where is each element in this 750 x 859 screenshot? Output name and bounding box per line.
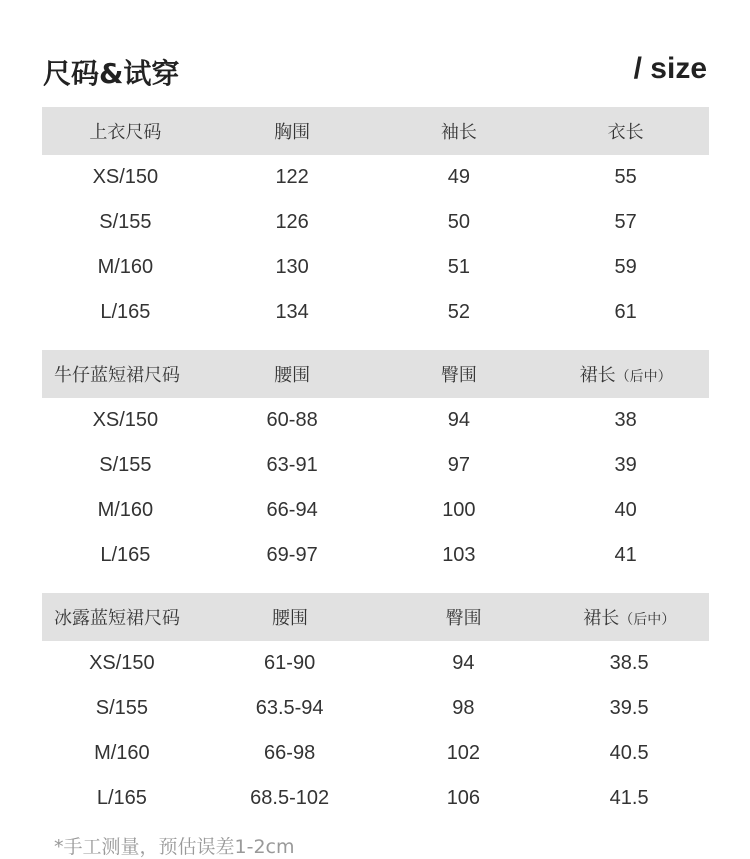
cell-size: M/160 (97, 256, 154, 278)
cell-size: M/160 (94, 742, 150, 764)
cell-length: 59 (614, 256, 637, 278)
table-row (42, 533, 709, 578)
table-row (42, 641, 709, 686)
cell-size: L/165 (100, 301, 151, 323)
cell-size: M/160 (97, 499, 154, 521)
header-hip: 臀围 (445, 608, 482, 629)
cell-waist: 66-94 (266, 499, 318, 521)
cell-length: 39.5 (609, 697, 649, 719)
cell-size: S/155 (95, 697, 148, 719)
cell-length: 38.5 (609, 652, 649, 674)
cell-hip: 94 (452, 652, 475, 674)
header-garment-length: 衣长 (607, 122, 644, 143)
table-header (42, 350, 709, 398)
cell-hip: 98 (452, 697, 475, 719)
cell-length: 40.5 (609, 742, 649, 764)
table-header (42, 107, 709, 155)
cell-sleeve: 51 (447, 256, 470, 278)
cell-sleeve: 52 (447, 301, 470, 323)
table-row (42, 443, 709, 488)
header-hip: 臀围 (440, 365, 477, 386)
top-size-table (42, 107, 709, 335)
header-waist: 腰围 (271, 608, 308, 629)
ice-blue-skirt-size-table (42, 593, 709, 821)
cell-waist: 61-90 (264, 652, 316, 674)
cell-size: L/165 (96, 787, 147, 809)
cell-chest: 122 (275, 166, 309, 188)
cell-size: XS/150 (89, 652, 155, 674)
cell-hip: 100 (442, 499, 476, 521)
cell-size: XS/150 (92, 166, 159, 188)
cell-waist: 68.5-102 (250, 787, 330, 809)
table-row (42, 488, 709, 533)
table-row (42, 155, 709, 200)
table-row (42, 398, 709, 443)
cell-size: L/165 (100, 544, 151, 566)
header-skirt-length (542, 361, 709, 387)
cell-hip: 106 (446, 787, 481, 809)
table-row (42, 731, 709, 776)
header-waist: 腰围 (274, 365, 311, 386)
cell-sleeve: 50 (447, 211, 470, 233)
table-row (42, 686, 709, 731)
cell-waist: 60-88 (266, 409, 318, 431)
header-sleeve-length: 袖长 (440, 122, 477, 143)
header-size: 牛仔蓝短裙尺码 (54, 365, 180, 386)
header-skirt-length-label: 裙长 (583, 608, 620, 629)
cell-length: 57 (614, 211, 637, 233)
cell-length: 41 (614, 544, 637, 566)
cell-chest: 130 (275, 256, 309, 278)
table-row (42, 290, 709, 335)
cell-length: 39 (614, 454, 637, 476)
header-skirt-length (543, 604, 709, 630)
cell-sleeve: 49 (447, 166, 470, 188)
table-row (42, 776, 709, 821)
cell-length: 55 (614, 166, 637, 188)
denim-skirt-size-table (42, 350, 709, 578)
header-skirt-length-note: （后中） (615, 369, 672, 385)
size-subtitle: / size (633, 52, 707, 85)
cell-length: 41.5 (609, 787, 649, 809)
page-title: 尺码&试穿 (43, 57, 180, 90)
cell-waist: 66-98 (264, 742, 316, 764)
cell-waist: 69-97 (266, 544, 318, 566)
cell-length: 40 (614, 499, 637, 521)
cell-size: XS/150 (92, 409, 159, 431)
measurement-note: *手工测量，预估误差1-2cm (54, 836, 295, 858)
cell-waist: 63.5-94 (255, 697, 324, 719)
header-skirt-length-label: 裙长 (579, 365, 616, 386)
cell-chest: 126 (275, 211, 309, 233)
cell-size: S/155 (99, 454, 152, 476)
cell-hip: 102 (446, 742, 481, 764)
cell-hip: 94 (447, 409, 470, 431)
header-skirt-length-note: （后中） (619, 612, 676, 628)
header-size: 冰露蓝短裙尺码 (54, 608, 180, 629)
cell-length: 38 (614, 409, 637, 431)
cell-length: 61 (614, 301, 637, 323)
header-chest: 胸围 (274, 122, 311, 143)
table-row (42, 245, 709, 290)
header-size: 上衣尺码 (89, 122, 162, 143)
cell-chest: 134 (275, 301, 309, 323)
cell-waist: 63-91 (266, 454, 318, 476)
cell-hip: 103 (442, 544, 476, 566)
cell-size: S/155 (99, 211, 152, 233)
cell-hip: 97 (447, 454, 470, 476)
table-row (42, 200, 709, 245)
table-header (42, 593, 709, 641)
